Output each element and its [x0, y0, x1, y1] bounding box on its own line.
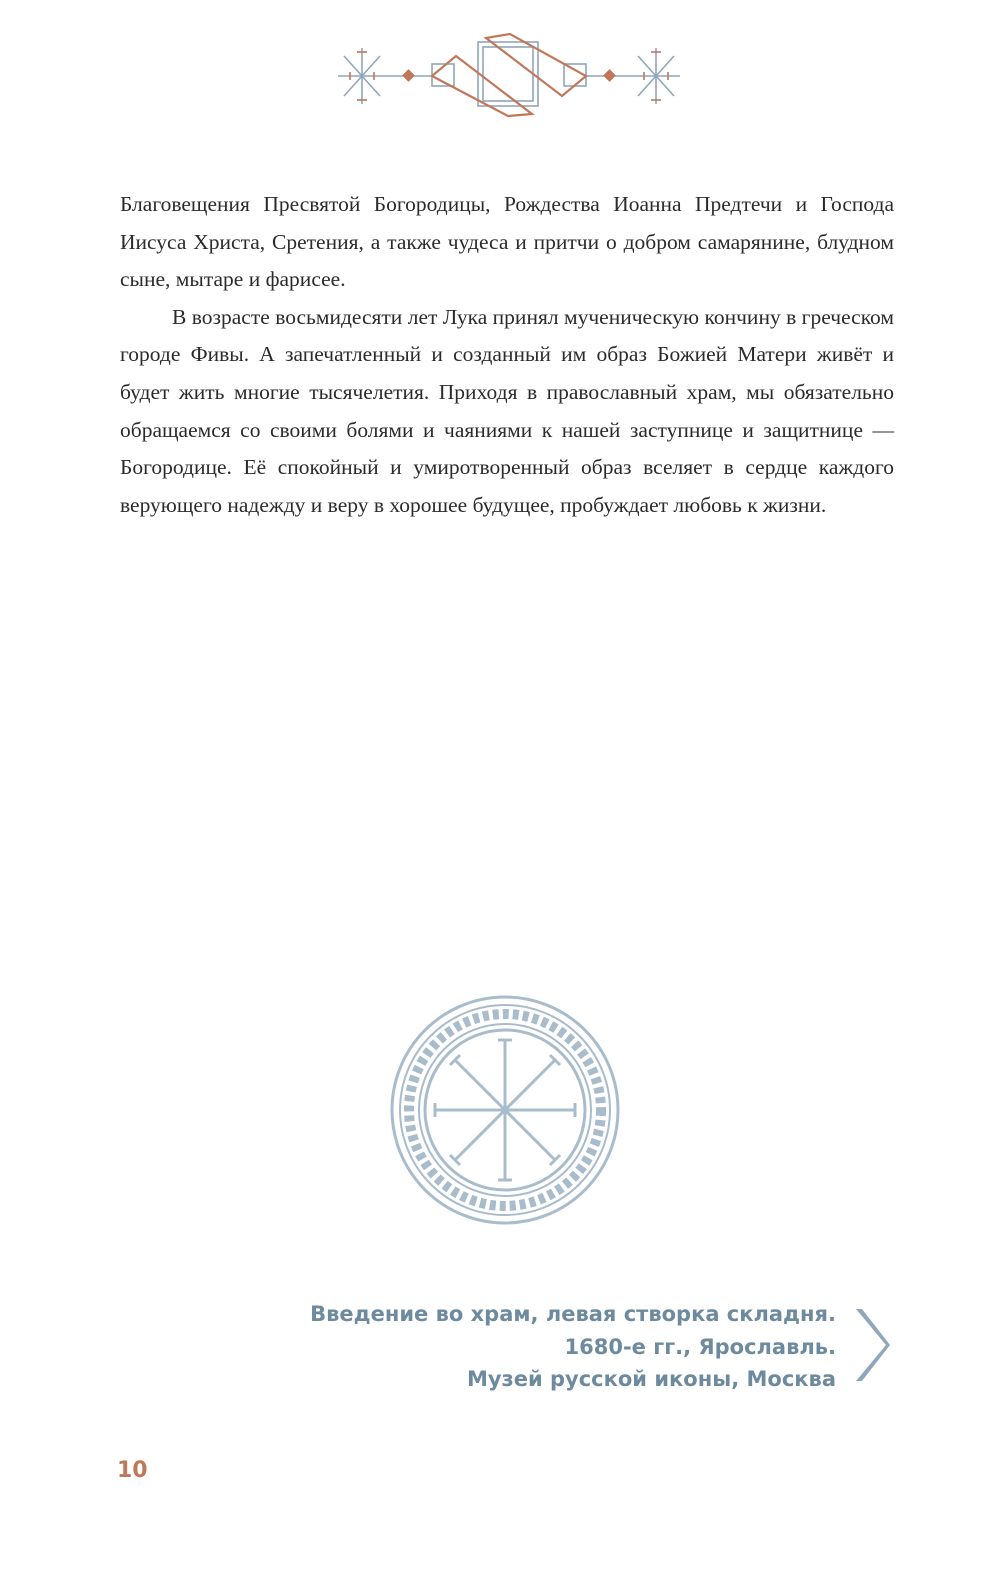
caption-line: 1680-е гг., Ярославль. [564, 1334, 836, 1359]
folk-ornament-icon [328, 30, 690, 118]
chevron-right-icon [852, 1305, 892, 1385]
body-paragraph: Благовещения Пресвятой Богородицы, Рождества Иоанна Предтечи и Господа Иисуса Христа, Сретения, а также чудеса и притчи о добром самарянине, блудном сыне, мытаре и фарисее. [120, 192, 894, 292]
caption-line: Введение во храм, левая створка складня. [310, 1302, 836, 1326]
body-paragraph: В возрасте восьмидесяти лет Лука принял мученическую кончину в греческом городе Фивы. А запечатленный и созданный им образ Божией Матери живёт и будет жить многие тысячелетия. Приходя в православный храм, мы обязательно обращаемся со своими болями и чаяниями к нашей заступнице и защитнице — Богородице. Её спокойный и умиротворенный образ вселяет в сердце каждого верующего надежду и веру в хорошее будущее, пробуждает любовь к жизни. [120, 304, 894, 517]
page-number: 10 [117, 1458, 148, 1483]
image-caption [276, 1298, 836, 1396]
body-text [120, 186, 894, 524]
caption-line: Музей русской иконы, Москва [466, 1367, 836, 1391]
meander-wheel-medallion-icon [390, 995, 620, 1225]
